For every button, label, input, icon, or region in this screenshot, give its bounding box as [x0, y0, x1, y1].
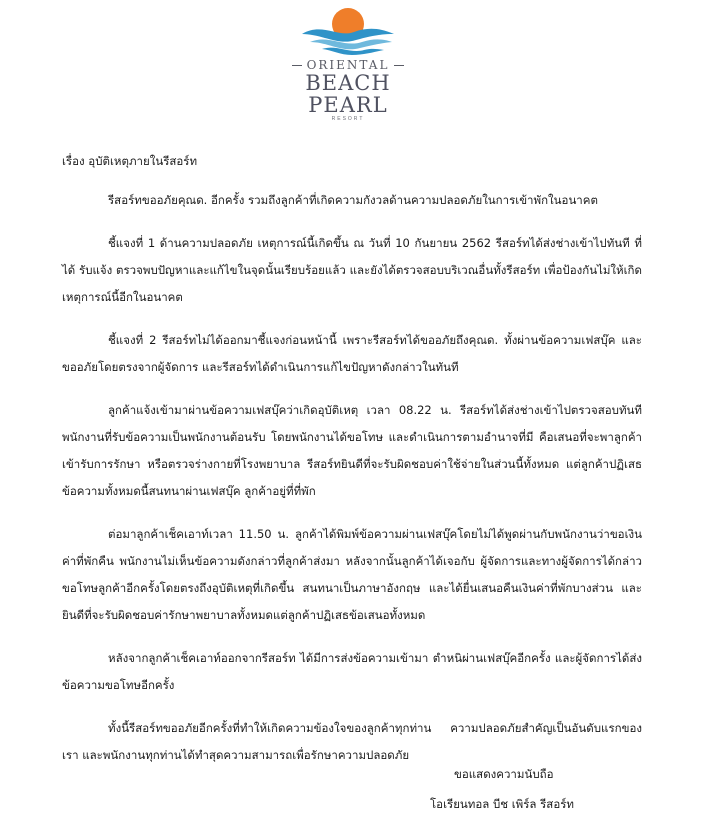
- paragraph-2: ชี้แจงที่ 1 ด้านความปลอดภัย เหตุการณ์นี้เกิดขึ้น ณ วันที่ 10 กันยายน 2562 รีสอร์ทได้ส่งช่างเข้าไปทันที ที่ได้ รับแจ้ง ตรวจพบปัญหาและแก้ไขในจุดนั้นเรียบร้อยแล้ว และยังได้ตรวจสอบบริเวณอื่นทั้งรีสอร์ท เพื่อป้องกันไม่ให้เกิดเหตุการณ์นี้อีกในอนาคต: [62, 236, 642, 304]
- paragraph-1: รีสอร์ทขออภัยคุณด. อีกครั้ง รวมถึงลูกค้าที่เกิดความกังวลด้านความปลอดภัยในการเข้าพักในอนาคต: [108, 193, 598, 207]
- letter-closing: [430, 759, 630, 819]
- paragraph-6: หลังจากลูกค้าเช็คเอาท์ออกจากรีสอร์ท ได้มีการส่งข้อความเข้ามา ตำหนิผ่านเฟสบุ๊คอีกครั้ง และผู้จัดการได้ส่งข้อความขอโทษอีกครั้ง: [62, 651, 642, 692]
- sun-and-waves-icon: [288, 4, 408, 56]
- resort-logo: [268, 4, 428, 122]
- paragraph-4: ลูกค้าแจ้งเข้ามาผ่านข้อความเฟสบุ๊คว่าเกิดอุบัติเหตุ เวลา 08.22 น. รีสอร์ทได้ส่งช่างเข้าไปตรวจสอบทันที พนักงานที่รับข้อความเป็นพนักงานต้อนรับ โดยพนักงานได้ขอโทษ และดำเนินการตามอำนาจที่มี คือเสนอที่จะพาลูกค้า เข้ารับการรักษา หรือตรวจร่างกายที่โรงพยาบาล รีสอร์ทยินดีที่จะรับผิดชอบค่าใช้จ่ายในส่วนนี้ทั้งหมด แต่ลูกค้าปฏิเสธ ข้อความทั้งหมดนี้สนทนาผ่านเฟสบุ๊ค ลูกค้าอยู่ที่ที่พัก: [62, 403, 642, 498]
- letter-subject: เรื่อง อุบัติเหตุภายในรีสอร์ท: [62, 154, 198, 168]
- closing-salutation: ขอแสดงความนับถือ: [454, 767, 554, 781]
- closing-signature: โอเรียนทอล บีช เพิร์ล รีสอร์ท: [430, 797, 574, 811]
- brand-line-1: ORIENTAL: [268, 58, 428, 72]
- letter-body: [62, 148, 642, 785]
- brand-line-2: BEACH PEARL: [305, 71, 391, 117]
- paragraph-3: ชี้แจงที่ 2 รีสอร์ทไม่ได้ออกมาชี้แจงก่อนหน้านี้ เพราะรีสอร์ทได้ขออภัยถึงคุณด. ทั้งผ่านข้อความเฟสบุ๊ค และขออภัยโดยตรงจากผู้จัดการ และรีสอร์ทได้ดำเนินการแก้ไขปัญหาดังกล่าวในทันที: [62, 333, 642, 374]
- paragraph-7: ทั้งนี้รีสอร์ทขออภัยอีกครั้งที่ทำให้เกิดความข้องใจของลูกค้าทุกท่าน ความปลอดภัยสำคัญเป็นอันดับแรกของเรา และพนักงานทุกท่านได้ทำสุดความสามารถเพื่อรักษาความปลอดภัย: [62, 721, 642, 762]
- paragraph-5: ต่อมาลูกค้าเช็คเอาท์เวลา 11.50 น. ลูกค้าได้พิมพ์ข้อความผ่านเฟสบุ๊คโดยไม่ได้พูดผ่านกับพนักงานว่าขอเงินค่าที่พักคืน พนักงานไม่เห็นข้อความดังกล่าวที่ลูกค้าส่งมา หลังจากนั้นลูกค้าได้เจอกับ ผู้จัดการและทางผู้จัดการได้กล่าวขอโทษลูกค้าอีกครั้งโดยตรงถึงอุบัติเหตุที่เกิดขึ้น สนทนาเป็นภาษาอังกฤษ และได้ยื่นเสนอคืนเงินค่าที่พักบางส่วน และยินดีที่จะรับผิดชอบค่ารักษาพยาบาลทั้งหมดแต่ลูกค้าปฏิเสธข้อเสนอทั้งหมด: [62, 527, 642, 622]
- brand-line-3: RESORT: [331, 116, 365, 122]
